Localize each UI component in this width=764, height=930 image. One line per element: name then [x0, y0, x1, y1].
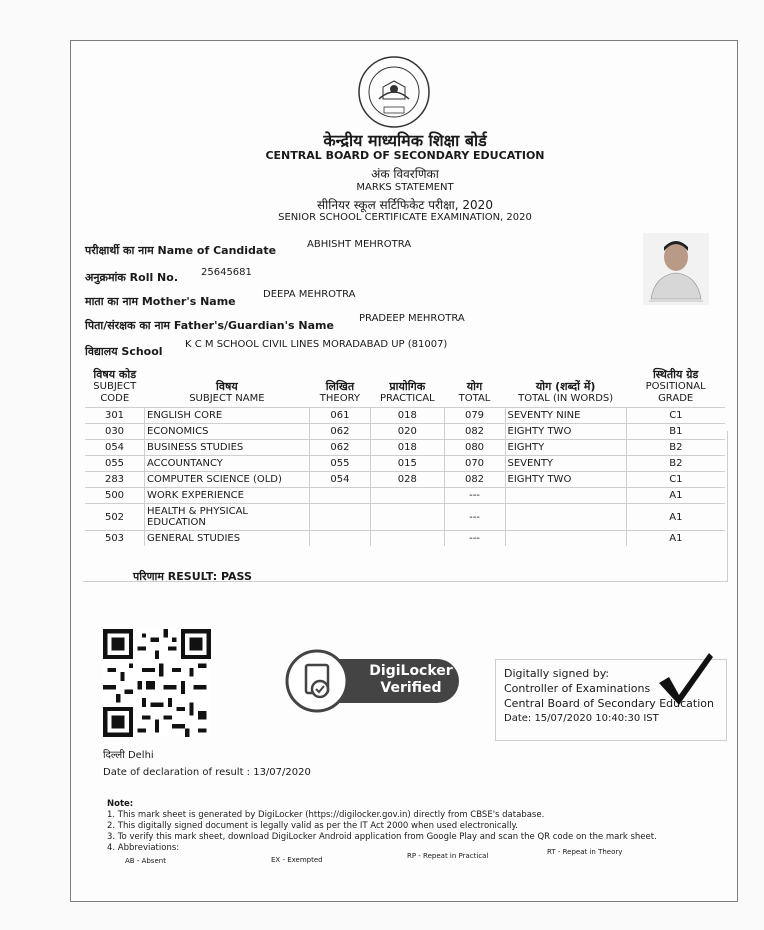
roll-label: अनुक्रमांक Roll No. — [85, 271, 179, 284]
table-row: 054 BUSINESS STUDIES 062 018 080 EIGHTY B2 — [85, 440, 725, 456]
col-grade: स्थितीय ग्रेड POSITIONAL GRADE — [645, 368, 706, 404]
abbr-repeat-theory: RT - Repeat in Theory — [547, 848, 623, 856]
col-subject-code: विषय कोड SUBJECT CODE — [93, 368, 137, 404]
statement-title-hindi: अंक विवरणिका — [371, 167, 439, 181]
declaration-date: Date of declaration of result : 13/07/2020 — [103, 767, 311, 778]
col-total: योग TOTAL — [458, 380, 491, 404]
signature-date: Date: 15/07/2020 10:40:30 IST — [504, 713, 659, 724]
abbr-exempted: EX - Exempted — [271, 856, 323, 864]
note-title: Note: — [107, 799, 134, 809]
col-theory: लिखित THEORY — [319, 380, 361, 404]
abbr-repeat-practical: RP - Repeat in Practical — [407, 852, 489, 860]
col-subject-name: विषय SUBJECT NAME — [189, 380, 265, 404]
school-label: विद्यालय School — [85, 345, 163, 358]
table-row: 503 GENERAL STUDIES --- A1 — [85, 531, 725, 547]
cbse-seal-logo — [357, 55, 431, 129]
signature-line-3: Central Board of Secondary Education — [504, 697, 714, 710]
digilocker-verified-badge — [285, 649, 461, 713]
father-label: पिता/संरक्षक का नाम Father's/Guardian's Name — [85, 319, 334, 332]
signature-line-1: Digitally signed by: — [504, 667, 610, 680]
school-name: K C M SCHOOL CIVIL LINES MORADABAD UP (81007) — [185, 339, 448, 350]
note-item: 2. This digitally signed document is legally valid as per the IT Act 2000 when used electronically. — [107, 821, 519, 831]
statement-title-english: MARKS STATEMENT — [356, 182, 454, 193]
board-title-hindi: केन्द्रीय माध्यमिक शिक्षा बोर्ड — [323, 131, 487, 150]
mother-name: DEEPA MEHROTRA — [263, 289, 356, 300]
table-row: 283 COMPUTER SCIENCE (OLD) 054 028 082 EIGHTY TWO C1 — [85, 472, 725, 488]
table-row: 055 ACCOUNTANCY 055 015 070 SEVENTY B2 — [85, 456, 725, 472]
col-practical: प्रायोगिक PRACTICAL — [379, 380, 435, 404]
note-item: 1. This mark sheet is generated by DigiLocker (https://digilocker.gov.in) directly from CBSE's database. — [107, 810, 545, 820]
table-row: 030 ECONOMICS 062 020 082 EIGHTY TWO B1 — [85, 424, 725, 440]
col-total-words: योग (शब्दों में) TOTAL (IN WORDS) — [518, 380, 614, 404]
board-title-english: CENTRAL BOARD OF SECONDARY EDUCATION — [265, 149, 545, 162]
marks-table — [85, 367, 725, 546]
notes-section — [107, 799, 667, 866]
table-row: 502 HEALTH & PHYSICAL EDUCATION --- A1 — [85, 504, 725, 531]
verified-label: Verified — [380, 680, 442, 696]
exam-title-english: SENIOR SCHOOL CERTIFICATE EXAMINATION, 2020 — [278, 212, 532, 223]
mother-label: माता का नाम Mother's Name — [85, 295, 236, 308]
candidate-name-label: परीक्षार्थी का नाम Name of Candidate — [85, 244, 277, 257]
signature-line-2: Controller of Examinations — [504, 682, 651, 695]
result-status: परिणाम RESULT: PASS — [133, 570, 252, 583]
exam-title-hindi: सीनियर स्कूल सर्टिफिकेट परीक्षा, 2020 — [317, 198, 493, 212]
father-name: PRADEEP MEHROTRA — [359, 313, 465, 324]
roll-number: 25645681 — [201, 267, 252, 278]
table-row: 301 ENGLISH CORE 061 018 079 SEVENTY NINE C1 — [85, 408, 725, 424]
candidate-photo — [643, 233, 709, 305]
abbr-absent: AB - Absent — [125, 857, 166, 865]
digilocker-label: DigiLocker — [369, 663, 453, 679]
note-item: 4. Abbreviations: — [107, 843, 180, 853]
note-item: 3. To verify this mark sheet, download DigiLocker Android application from Google Play and scan the QR code on the mark sheet. — [107, 832, 657, 842]
table-row: 500 WORK EXPERIENCE --- A1 — [85, 488, 725, 504]
qr-code[interactable] — [103, 629, 211, 737]
marks-sheet — [70, 40, 738, 902]
place: दिल्ली Delhi — [103, 750, 154, 761]
checkmark-icon — [655, 649, 715, 707]
candidate-name: ABHISHT MEHROTRA — [307, 239, 412, 250]
